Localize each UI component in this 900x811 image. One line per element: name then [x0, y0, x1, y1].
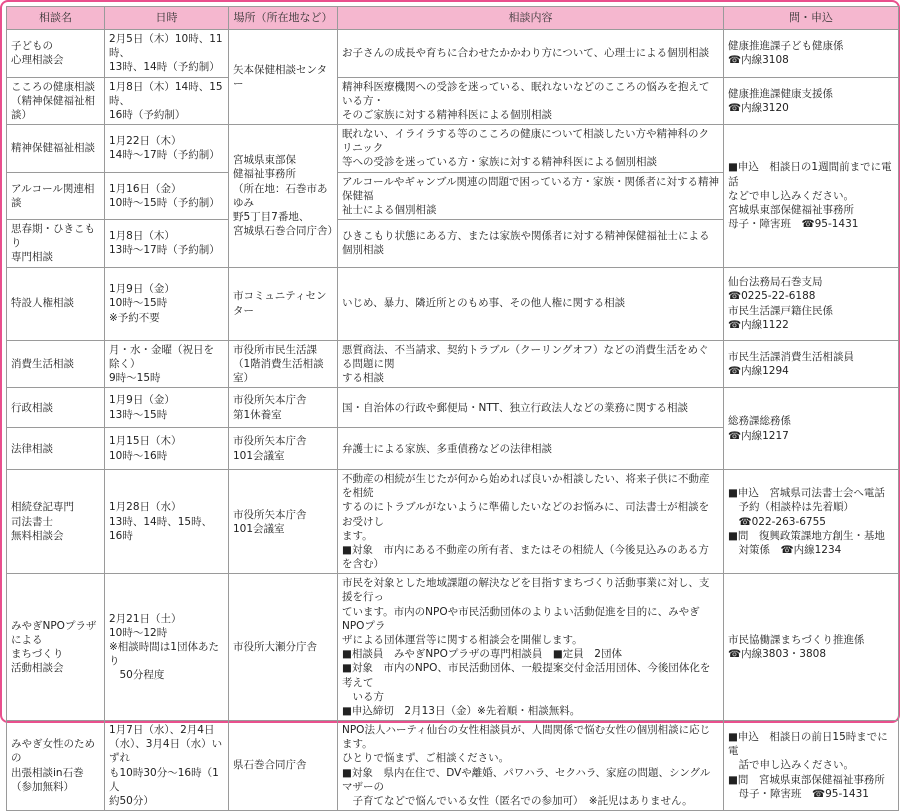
- consultation-table: [6, 6, 899, 811]
- cell-place: 県石巻合同庁舎: [229, 721, 338, 811]
- cell-contact: 市民生活課消費生活相談員 ☎内線1294: [724, 340, 899, 388]
- cell-name: 精神保健福祉相談: [7, 125, 105, 173]
- cell-content: NPO法人ハーティ仙台の女性相談員が、人間関係で悩む女性の個別相談に応じます。 ひとりで悩まず、ご相談ください。 ■対象 県内在住で、DVや離婚、パワハラ、セクハラ、家庭の問題、シングルマザーの 子育てなどで悩んでいる女性（匿名での参加可） ※託児はありません。: [338, 721, 724, 811]
- header-name: 相談名: [7, 7, 105, 30]
- cell-place: 市役所大瀬分庁舎: [229, 574, 338, 721]
- cell-contact: 健康推進課健康支援係 ☎内線3120: [724, 77, 899, 125]
- cell-name: 消費生活相談: [7, 340, 105, 388]
- cell-content: ひきこもり状態にある方、または家族や関係者に対する精神保健福祉士による個別相談: [338, 220, 724, 268]
- cell-name: みやぎ女性のための 出張相談in石巻 （参加無料）: [7, 721, 105, 811]
- cell-name: こころの健康相談 （精神保健福祉相談）: [7, 77, 105, 125]
- cell-place: 市役所矢本庁舎 第1休養室: [229, 388, 338, 428]
- cell-name: 思春期・ひきこもり 専門相談: [7, 220, 105, 268]
- table-row: [7, 388, 899, 428]
- cell-datetime: 1月15日（木） 10時～16時: [105, 428, 229, 470]
- table-row: [7, 470, 899, 574]
- header-place: 場所（所在地など）: [229, 7, 338, 30]
- cell-name: みやぎNPOプラザ による まちづくり 活動相談会: [7, 574, 105, 721]
- cell-place: 矢本保健相談センター: [229, 30, 338, 125]
- cell-contact: 健康推進課子ども健康係 ☎内線3108: [724, 30, 899, 78]
- cell-content: 悪質商法、不当請求、契約トラブル（クーリングオフ）などの消費生活をめぐる問題に関 する相談: [338, 340, 724, 388]
- table-row: [7, 30, 899, 78]
- cell-name: アルコール関連相談: [7, 172, 105, 220]
- table-row: [7, 721, 899, 811]
- table-row: [7, 340, 899, 388]
- cell-content: 弁護士による家族、多重債務などの法律相談: [338, 428, 724, 470]
- table-row: [7, 125, 899, 173]
- cell-name: 相続登記専門 司法書士 無料相談会: [7, 470, 105, 574]
- cell-contact: ■申込 相談日の前日15時までに電 話で申し込みください。 ■問 宮城県東部保健福祉事務所 母子・障害班 ☎95-1431: [724, 721, 899, 811]
- cell-datetime: 1月28日（水） 13時、14時、15時、16時: [105, 470, 229, 574]
- cell-datetime: 月・水・金曜（祝日を除く） 9時～15時: [105, 340, 229, 388]
- cell-place: 市役所市民生活課 （1階消費生活相談室）: [229, 340, 338, 388]
- header-datetime: 日時: [105, 7, 229, 30]
- cell-datetime: 1月16日（金） 10時～15時（予約制）: [105, 172, 229, 220]
- cell-name: 子どもの 心理相談会: [7, 30, 105, 78]
- header-contact: 問・申込: [724, 7, 899, 30]
- header-content: 相談内容: [338, 7, 724, 30]
- cell-contact: ■申込 宮城県司法書士会へ電話 予約（相談枠は先着順） ☎022-263-6755 ■問 復興政策課地方創生・基地 対策係 ☎内線1234: [724, 470, 899, 574]
- cell-content: いじめ、暴力、隣近所とのもめ事、その他人権に関する相談: [338, 267, 724, 340]
- cell-datetime: 1月8日（木） 13時～17時（予約制）: [105, 220, 229, 268]
- cell-datetime: 1月22日（木） 14時～17時（予約制）: [105, 125, 229, 173]
- cell-content: アルコールやギャンブル関連の問題で困っている方・家族・関係者に対する精神保健福 祉士による個別相談: [338, 172, 724, 220]
- cell-datetime: 1月7日（水）、2月4日 （水）、3月4日（水）いずれ も10時30分～16時（1人 約50分）: [105, 721, 229, 811]
- cell-datetime: 1月9日（金） 10時～15時 ※予約不要: [105, 267, 229, 340]
- cell-contact: 仙台法務局石巻支局 ☎0225-22-6188 市民生活課戸籍住民係 ☎内線1122: [724, 267, 899, 340]
- cell-place: 市役所矢本庁舎 101会議室: [229, 470, 338, 574]
- cell-datetime: 2月21日（土） 10時～12時 ※相談時間は1団体あたり 50分程度: [105, 574, 229, 721]
- table-row: [7, 574, 899, 721]
- cell-content: お子さんの成長や育ちに合わせたかかわり方について、心理士による個別相談: [338, 30, 724, 78]
- cell-name: 法律相談: [7, 428, 105, 470]
- cell-contact: 市民協働課まちづくり推進係 ☎内線3803・3808: [724, 574, 899, 721]
- cell-datetime: 1月9日（金） 13時～15時: [105, 388, 229, 428]
- cell-place: 市コミュニティセンター: [229, 267, 338, 340]
- cell-place: 宮城県東部保 健福祉事務所 （所在地：石巻市あゆみ 野5丁目7番地、 宮城県石巻合同庁舎）: [229, 125, 338, 268]
- cell-name: 特設人権相談: [7, 267, 105, 340]
- cell-content: 眠れない、イライラする等のこころの健康について相談したい方や精神科のクリニック 等への受診を迷っている方・家族に対する精神科医による個別相談: [338, 125, 724, 173]
- cell-content: 国・自治体の行政や郵便局・NTT、独立行政法人などの業務に関する相談: [338, 388, 724, 428]
- cell-content: 不動産の相続が生じたが何から始めれば良いか相談したい、将来子供に不動産を相続 するのにトラブルがないように準備したいなどのお悩みに、司法書士が相談をお受けし ます。 ■対象 市内にある不動産の所有者、またはその相続人（今後見込みのある方を含む）: [338, 470, 724, 574]
- cell-content: 市民を対象とした地域課題の解決などを目指すまちづくり活動事業に対し、支援を行っ ています。市内のNPOや市民活動団体のよりよい活動促進を目的に、みやぎNPOプラ ザによる団体運営等に関する相談会を開催します。 ■相談員 みやぎNPOプラザの専門相談員 ■定員 2団体 ■対象 市内のNPO、市民活動団体、一般提案交付金活用団体、今後団体化を考えて いる方 ■申込締切 2月13日（金）※先着順・相談無料。: [338, 574, 724, 721]
- cell-datetime: 2月5日（木）10時、11時、 13時、14時（予約制）: [105, 30, 229, 78]
- cell-contact: ■申込 相談日の1週間前までに電話 などで申し込みください。 宮城県東部保健福祉事務所 母子・障害班 ☎95-1431: [724, 125, 899, 268]
- cell-content: 精神科医療機関への受診を迷っている、眠れないなどのこころの悩みを抱えている方・ そのご家族に対する精神科医による個別相談: [338, 77, 724, 125]
- table-row: [7, 77, 899, 125]
- cell-place: 市役所矢本庁舎 101会議室: [229, 428, 338, 470]
- cell-name: 行政相談: [7, 388, 105, 428]
- header-row: [7, 7, 899, 30]
- table-row: [7, 267, 899, 340]
- cell-contact: 総務課総務係 ☎内線1217: [724, 388, 899, 470]
- cell-datetime: 1月8日（木）14時、15時、 16時（予約制）: [105, 77, 229, 125]
